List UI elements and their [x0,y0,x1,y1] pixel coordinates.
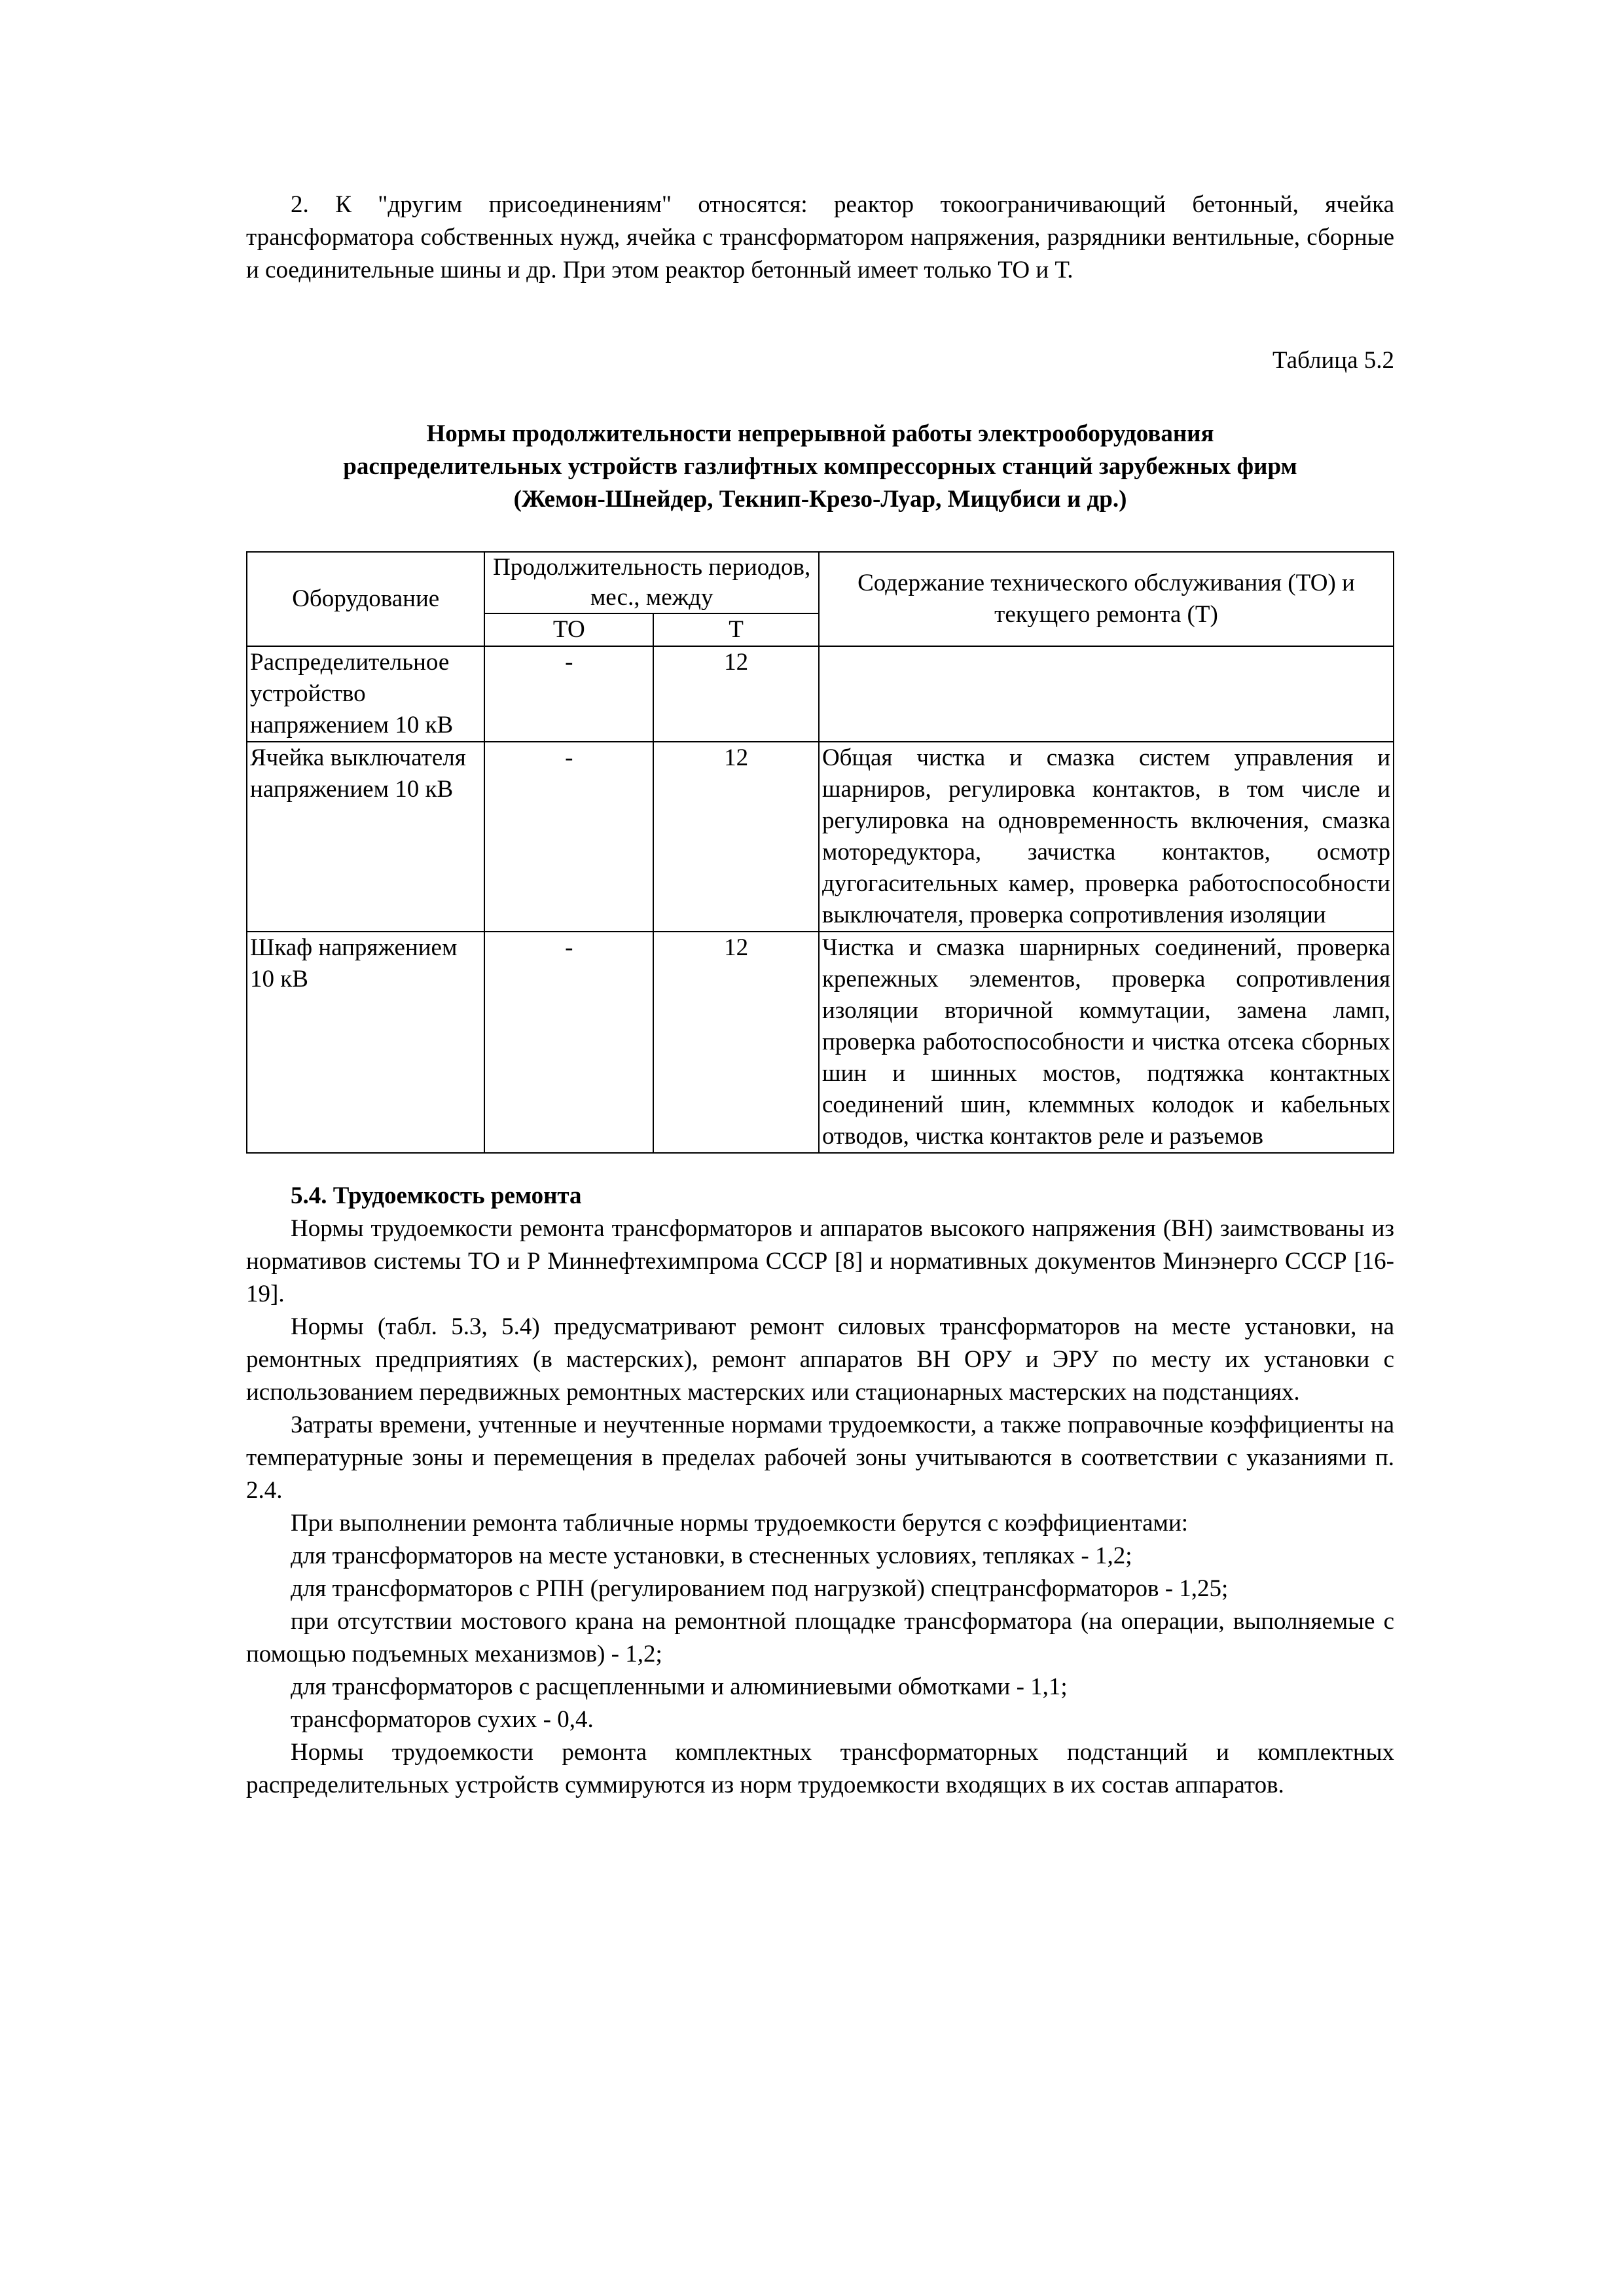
section-paragraph-2: Нормы (табл. 5.3, 5.4) предусматривают ремонт силовых трансформаторов на месте установки, на ремонтных предприятиях (в мастерских), ремонт аппаратов ВН ОРУ и ЭРУ по месту их установки с использованием передвижных ремонтных мастерских или стационарных мастерских на подстанциях. [246,1313,1394,1406]
header-to: ТО [484,613,653,646]
coefficient-item: для трансформаторов с расщепленными и алюминиевыми обмотками - 1,1; [291,1673,1068,1700]
section-paragraph-4: При выполнении ремонта табличные нормы трудоемкости берутся с коэффициентами: [291,1510,1189,1537]
table-header-row [247,552,1394,613]
table-caption: Таблица 5.2 [1272,347,1394,374]
section-heading: 5.4. Трудоемкость ремонта [291,1182,582,1209]
cell-equipment: Ячейка выключателя напряжением 10 кВ [247,742,484,932]
table-title [246,418,1394,516]
cell-t: 12 [653,932,819,1153]
cell-equipment: Распределительное устройство напряжением 10 кВ [247,646,484,742]
cell-t: 12 [653,742,819,932]
table-row [247,742,1394,932]
table-title-line-2: распределительных устройств газлифтных компрессорных станций зарубежных фирм [343,453,1297,480]
cell-to: - [484,932,653,1153]
cell-equipment: Шкаф напряжением 10 кВ [247,932,484,1153]
coefficient-item: для трансформаторов на месте установки, в стесненных условиях, тепляках - 1,2; [291,1542,1132,1569]
cell-to: - [484,646,653,742]
coefficient-item: при отсутствии мостового крана на ремонтной площадке трансформатора (на операции, выполняемые с помощью подъемных механизмов) - 1,2; [246,1608,1394,1667]
header-t: Т [653,613,819,646]
section-paragraph-1: Нормы трудоемкости ремонта трансформаторов и аппаратов высокого напряжения (ВН) заимствованы из нормативов системы ТО и Р Миннефтехимпрома СССР [8] и нормативных документов Минэнерго СССР [16-19]. [246,1215,1394,1307]
table-title-line-1: Нормы продолжительности непрерывной работы электрооборудования [426,420,1214,447]
header-duration: Продолжительность периодов, мес., между [484,552,819,613]
cell-content: Общая чистка и смазка систем управления и шарниров, регулировка контактов, в том числе и регулировка на одновременность включения, смазка моторедуктора, зачистка контактов, осмотр дугогасительных камер, проверка работоспособности выключателя, проверка сопротивления изоляции [819,742,1394,932]
section-paragraph-3: Затраты времени, учтенные и неучтенные нормами трудоемкости, а также поправочные коэффициенты на температурные зоны и перемещения в пределах рабочей зоны учитываются в соответствии с указаниями п. 2.4. [246,1412,1394,1504]
cell-content [819,646,1394,742]
document-page [246,189,1394,1802]
norms-table [246,551,1394,1154]
cell-content: Чистка и смазка шарнирных соединений, проверка крепежных элементов, проверка сопротивления изоляции вторичной коммутации, замена ламп, проверка работоспособности и чистка отсека сборных шин и шинных мостов, подтяжка контактных соединений шин, клеммных колодок и кабельных отводов, чистка контактов реле и разъемов [819,932,1394,1153]
table-title-line-3: (Жемон-Шнейдер, Текнип-Крезо-Луар, Мицубиси и др.) [513,486,1127,513]
cell-to: - [484,742,653,932]
intro-paragraph: 2. К "другим присоединениям" относятся: реактор токоограничивающий бетонный, ячейка трансформатора собственных нужд, ячейка с трансформатором напряжения, разрядники вентильные, сборные и соединительные шины и др. При этом реактор бетонный имеет только ТО и Т. [246,191,1394,283]
table-row [247,932,1394,1153]
table-row [247,646,1394,742]
coefficient-item: трансформаторов сухих - 0,4. [291,1706,594,1733]
header-equipment: Оборудование [247,552,484,646]
header-content: Содержание технического обслуживания (ТО) и текущего ремонта (Т) [819,552,1394,646]
coefficient-item: для трансформаторов с РПН (регулированием под нагрузкой) спецтрансформаторов - 1,25; [291,1575,1229,1602]
section-paragraph-5: Нормы трудоемкости ремонта комплектных трансформаторных подстанций и комплектных распределительных устройств суммируются из норм трудоемкости входящих в их состав аппаратов. [246,1739,1394,1798]
cell-t: 12 [653,646,819,742]
